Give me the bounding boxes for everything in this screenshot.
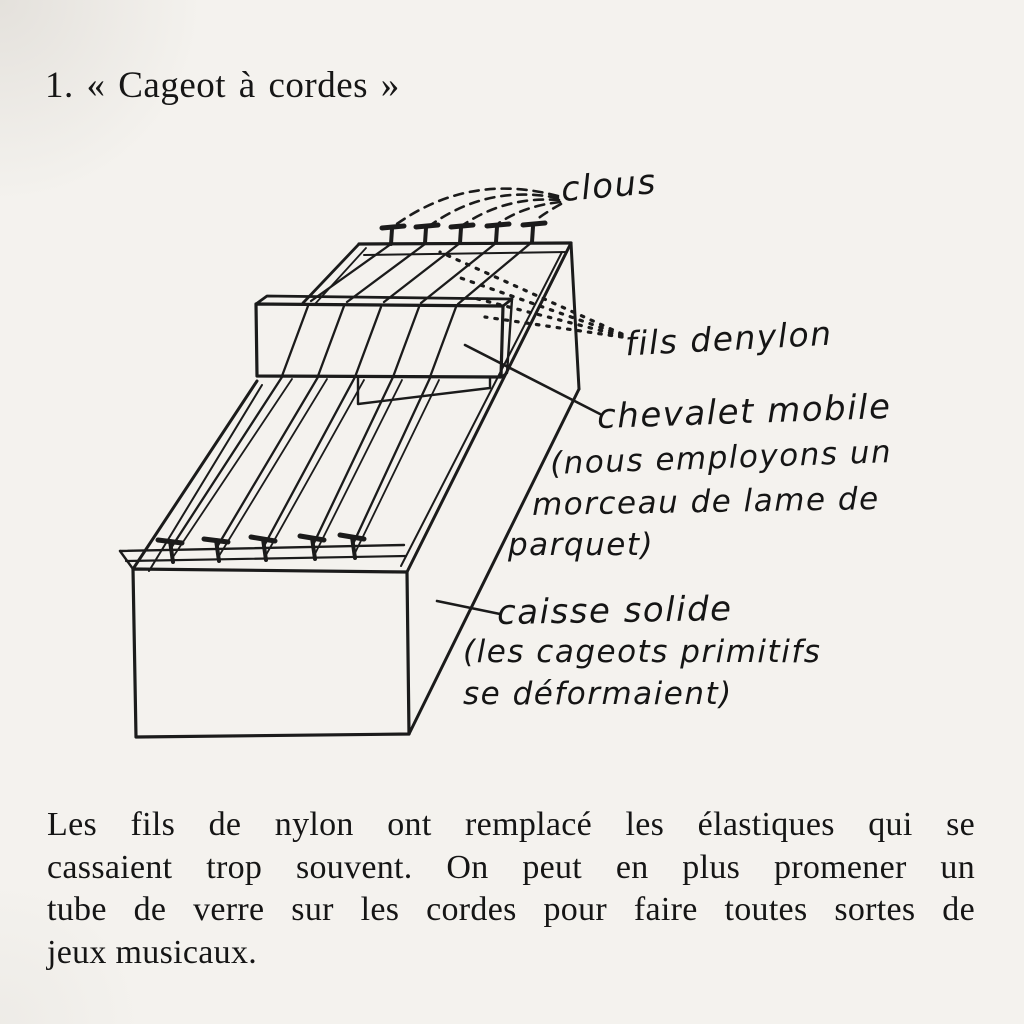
crate-left-edge bbox=[133, 381, 257, 569]
label-chevalet-note: morceau de lame de bbox=[531, 480, 880, 524]
label-caisse-note: (les cageots primitifs bbox=[463, 634, 822, 670]
string-near bbox=[171, 377, 282, 548]
paragraph-line: Les fils de nylon ont remplacé les élastiques qui se bbox=[47, 806, 975, 843]
nail-glyph bbox=[451, 225, 473, 243]
label-caisse: caisse solide bbox=[496, 588, 733, 634]
label-clous: clous bbox=[559, 161, 659, 211]
label-chevalet-note: parquet) bbox=[508, 527, 655, 563]
nail-glyph bbox=[382, 226, 404, 244]
string-near bbox=[313, 377, 393, 545]
crate-far-rim bbox=[364, 252, 567, 255]
string-wrap bbox=[355, 380, 439, 553]
label-chevalet: chevalet mobile bbox=[596, 386, 893, 438]
string-far bbox=[458, 242, 532, 304]
nail-glyph bbox=[487, 224, 509, 242]
label-fils-de-nylon: fils denylon bbox=[624, 313, 834, 364]
paragraph-line: cassaient trop souvent. On peut en plus promener un bbox=[47, 848, 975, 886]
string-far bbox=[384, 243, 460, 302]
string-on-bridge bbox=[393, 307, 419, 377]
string-far bbox=[347, 244, 425, 302]
nail-glyph bbox=[416, 225, 438, 243]
string-on-bridge bbox=[430, 307, 456, 377]
string-on-bridge bbox=[318, 306, 344, 376]
label-caisse-note: se déformaient) bbox=[463, 676, 733, 712]
string-near bbox=[217, 377, 318, 547]
leader-clous bbox=[394, 189, 561, 227]
strings bbox=[171, 242, 532, 557]
nail-glyph bbox=[523, 223, 545, 242]
string-on-bridge bbox=[282, 306, 308, 376]
paragraph-line: tube de verre sur les cordes pour faire toutes sortes de bbox=[47, 891, 975, 928]
string-wrap bbox=[173, 379, 292, 557]
body-paragraph bbox=[47, 804, 975, 974]
bridge-block bbox=[256, 296, 512, 377]
bridge-front-face bbox=[256, 304, 503, 377]
crate-front-face bbox=[133, 569, 409, 737]
paragraph-line: jeux musicaux. bbox=[47, 933, 258, 971]
string-on-bridge bbox=[355, 307, 381, 377]
label-chevalet-note: (nous employons un bbox=[549, 434, 893, 482]
leader-line bbox=[470, 297, 622, 336]
page-title: 1. « Cageot à cordes » bbox=[45, 65, 400, 106]
